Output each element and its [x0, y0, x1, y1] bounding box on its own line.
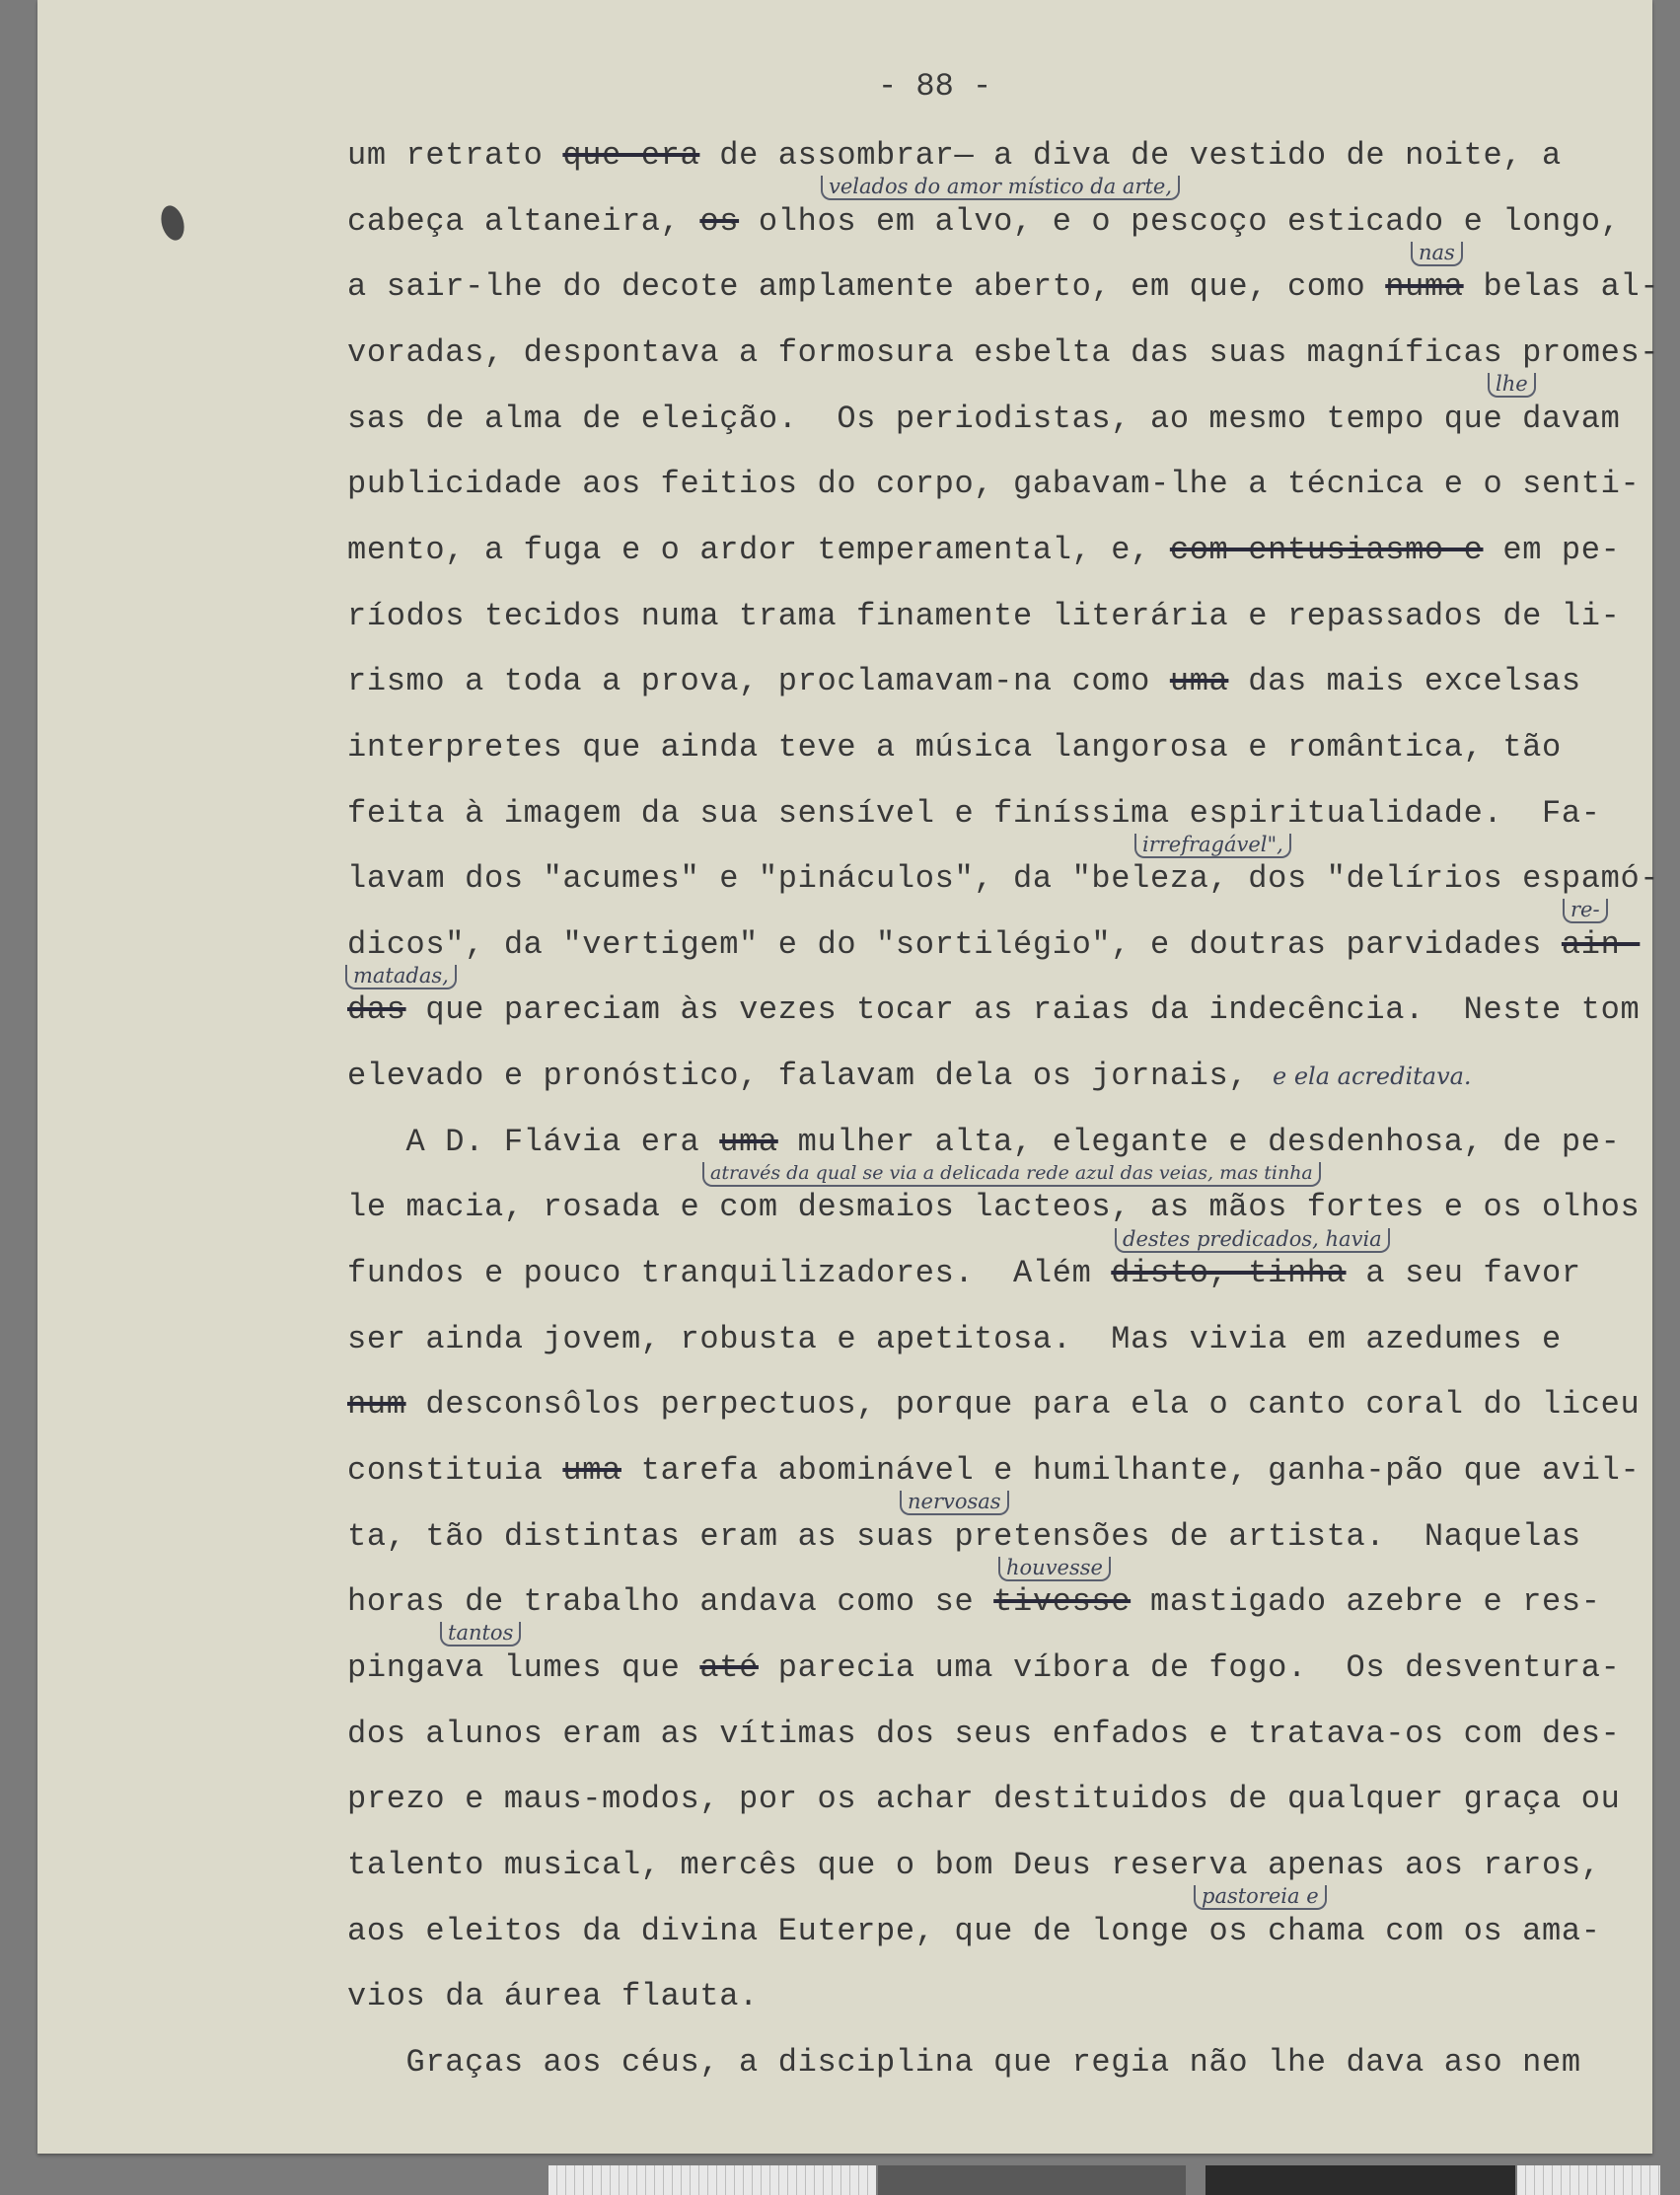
struck-text: uma [719, 1123, 778, 1160]
text-segment: fundos e pouco tranquilizadores. Além [347, 1255, 1112, 1292]
typed-line [347, 861, 1659, 897]
handwritten-annotation: e ela acreditava. [1273, 1062, 1472, 1090]
text-segment: constituia [347, 1452, 563, 1489]
struck-text: das [347, 991, 406, 1029]
handwritten-annotation: através da qual se via a delicada rede azul das veias, mas tinha [702, 1162, 1321, 1187]
text-segment: a seu favor [1346, 1255, 1581, 1292]
handwritten-annotation: nas [1411, 242, 1463, 266]
scale-gray-patch [878, 2165, 1186, 2195]
typed-line [347, 533, 1620, 568]
text-segment: um retrato [347, 137, 563, 174]
struck-text: com entusiasmo e [1169, 531, 1484, 568]
struck-text: uma [562, 1452, 621, 1489]
handwritten-annotation: re- [1563, 899, 1608, 923]
struck-text: numa [1385, 268, 1464, 306]
text-segment: rismo a toda a prova, proclamavam-na como [347, 663, 1170, 700]
handwritten-annotation: lhe [1488, 373, 1536, 398]
text-segment: le macia, rosada e com desmaios lacteos, as mãos fortes e os olhos [347, 1189, 1641, 1226]
typed-line [347, 1584, 1601, 1620]
typed-line [347, 1322, 1562, 1357]
text-segment: vios da áurea flauta. [347, 1978, 759, 2015]
typed-line [347, 467, 1640, 502]
text-segment: sas de alma de eleição. Os periodistas, ao mesmo tempo que davam [347, 400, 1621, 437]
scale-ruler-white [548, 2165, 876, 2195]
text-segment: pingava lumes que [347, 1648, 700, 1686]
typed-line [347, 1519, 1581, 1555]
struck-text: os [699, 202, 740, 240]
handwritten-annotation: houvesse [998, 1557, 1111, 1581]
struck-text: tivesse [993, 1583, 1132, 1621]
struck-text: que era [562, 137, 700, 174]
text-segment: ríodos tecidos numa trama finamente literária e repassados de li- [347, 597, 1621, 634]
typed-line [347, 402, 1620, 437]
handwritten-annotation: pastoreia e [1194, 1885, 1327, 1910]
text-segment: mulher alta, elegante e desdenhosa, de pe- [777, 1123, 1621, 1160]
typed-line [347, 1387, 1640, 1423]
text-segment: tarefa abominável e humilhante, ganha-pão que avil- [621, 1452, 1641, 1489]
typed-line [347, 335, 1659, 371]
typed-line [347, 1717, 1620, 1752]
handwritten-annotation: matadas, [345, 965, 457, 989]
scale-ruler-white [1517, 2165, 1660, 2195]
text-segment: ser ainda jovem, robusta e apetitosa. Mas vivia em azedumes e [347, 1320, 1562, 1357]
text-segment: cabeça altaneira, [347, 202, 700, 240]
text-segment: lavam dos "acumes" e "pináculos", da "beleza, dos "delírios espamó- [347, 860, 1660, 898]
text-segment: que pareciam às vezes tocar as raias da indecência. Neste tom [405, 991, 1641, 1029]
struck-text: até [699, 1648, 759, 1686]
text-segment: aos eleitos da divina Euterpe, que de longe os chama com os ama- [347, 1912, 1601, 1949]
text-segment: de assombrar— a diva de vestido de noite, a [699, 137, 1562, 174]
struck-text: uma [1169, 663, 1229, 700]
typed-line [347, 269, 1659, 305]
text-segment: ta, tão distintas eram as suas pretensões de artista. Naquelas [347, 1517, 1581, 1555]
text-segment: prezo e maus-modos, por os achar destituidos de qualquer graça ou [347, 1781, 1621, 1818]
handwritten-annotation: nervosas [900, 1491, 1009, 1515]
text-segment: mento, a fuga e o ardor temperamental, e, [347, 531, 1170, 568]
typed-line [347, 1914, 1601, 1949]
typed-line [347, 796, 1601, 832]
handwritten-annotation: irrefragável", [1134, 834, 1291, 858]
struck-text: num [347, 1386, 406, 1424]
text-segment: horas de trabalho andava como se [347, 1583, 994, 1621]
typed-line [347, 1453, 1640, 1489]
typed-line [347, 1650, 1620, 1686]
typed-line [347, 1190, 1640, 1225]
text-segment: elevado e pronóstico, falavam dela os jornais, [347, 1058, 1249, 1095]
text-segment: voradas, despontava a formosura esbelta das suas magníficas promes- [347, 333, 1660, 371]
typed-line [347, 204, 1620, 240]
text-segment: em pe- [1483, 531, 1621, 568]
typed-line [347, 1059, 1248, 1094]
handwritten-annotation: destes predicados, havia [1115, 1228, 1390, 1253]
typed-line [347, 730, 1562, 766]
text-segment: publicidade aos feitios do corpo, gabavam-lhe a técnica e o senti- [347, 466, 1641, 503]
typed-line [347, 992, 1640, 1028]
typed-line [347, 1256, 1581, 1291]
typed-line [347, 664, 1581, 699]
text-segment: talento musical, mercês que o bom Deus reserva apenas aos raros, [347, 1846, 1601, 1883]
typed-line [347, 1125, 1620, 1160]
text-segment: olhos em alvo, e o pescoço esticado e longo, [739, 202, 1621, 240]
text-segment: dos alunos eram as vítimas dos seus enfados e tratava-os com des- [347, 1715, 1621, 1752]
typed-line [347, 1979, 759, 2014]
handwritten-annotation: velados do amor místico da arte, [821, 176, 1180, 200]
text-segment: desconsôlos perpectuos, porque para ela o canto coral do liceu [405, 1386, 1641, 1424]
struck-text: ain- [1561, 925, 1641, 963]
text-segment: A D. Flávia era [347, 1123, 720, 1160]
typed-line [347, 2045, 1581, 2081]
typed-line [347, 1782, 1620, 1817]
text-segment: mastigado azebre e res- [1131, 1583, 1601, 1621]
text-segment: Graças aos céus, a disciplina que regia não lhe dava aso nem [347, 2043, 1581, 2081]
typed-line [347, 927, 1640, 963]
handwritten-annotation: tantos [440, 1622, 521, 1646]
text-segment: dicos", da "vertigem" e do "sortilégio", e doutras parvidades [347, 925, 1562, 963]
scale-black-patch [1205, 2165, 1515, 2195]
text-segment: belas al- [1463, 268, 1660, 306]
page-number: - 88 - [878, 68, 992, 105]
typed-line [347, 599, 1620, 634]
text-segment: a sair-lhe do decote amplamente aberto, em que, como [347, 268, 1386, 306]
paper-hole [158, 203, 188, 243]
text-segment: interpretes que ainda teve a música langorosa e romântica, tão [347, 728, 1562, 766]
typed-line [347, 1848, 1601, 1883]
typed-line [347, 138, 1562, 174]
text-segment: parecia uma víbora de fogo. Os desventura- [758, 1648, 1621, 1686]
struck-text: disto, tinha [1111, 1255, 1347, 1292]
text-segment: das mais excelsas [1228, 663, 1581, 700]
text-segment: feita à imagem da sua sensível e finíssima espiritualidade. Fa- [347, 794, 1601, 832]
